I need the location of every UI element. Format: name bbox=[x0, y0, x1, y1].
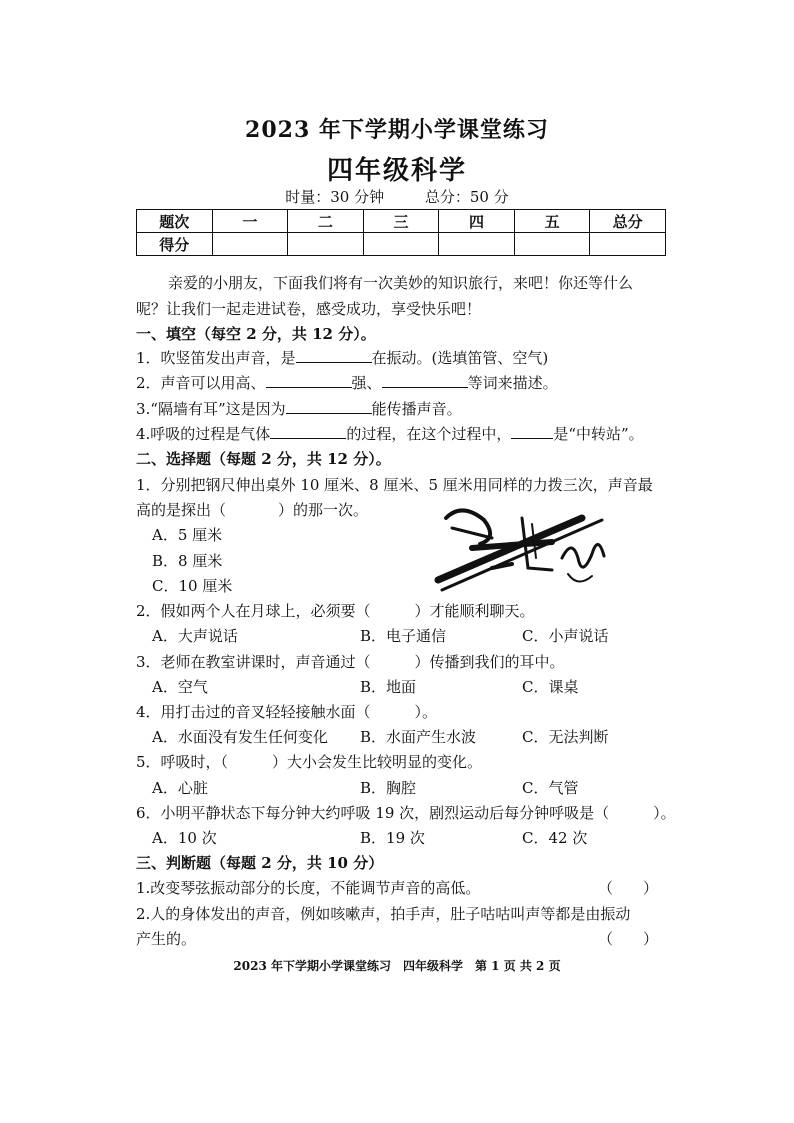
option: C．气管 bbox=[522, 779, 579, 797]
question-text: ）。 bbox=[653, 804, 676, 822]
question-text: 2．声音可以用高、 bbox=[136, 374, 266, 392]
question-text: ）才能顺利聊天。 bbox=[414, 602, 535, 620]
question bbox=[136, 423, 644, 445]
ruler-on-desk-illustration bbox=[432, 498, 612, 594]
question-text: 等词来描述。 bbox=[467, 374, 558, 392]
question-text: 1．吹竖笛发出声音，是 bbox=[136, 349, 296, 367]
score-table-empty-cell bbox=[439, 233, 515, 256]
question bbox=[136, 802, 676, 824]
question bbox=[136, 751, 482, 773]
paren-close: ） bbox=[643, 879, 659, 897]
section-heading: 一、填空（每空 2 分，共 12 分）。 bbox=[136, 325, 376, 343]
exam-total-score: 总分：50 分 bbox=[424, 188, 509, 206]
exam-time: 时量：30 分钟 bbox=[285, 188, 385, 206]
option: A．水面没有发生任何变化 bbox=[152, 728, 328, 746]
score-table-empty-cell bbox=[590, 233, 666, 256]
question-text: 5．呼吸时，（ bbox=[136, 753, 229, 771]
option: C．小声说话 bbox=[522, 627, 609, 645]
option: B．电子通信 bbox=[360, 627, 447, 645]
section-heading: 二、选择题（每题 2 分，共 12 分）。 bbox=[136, 450, 391, 468]
judgement-question: 2.人的身体发出的声音，例如咳嗽声，拍手声，肚子咕咕叫声等都是由振动 bbox=[136, 905, 631, 923]
question-text: 的过程，在这个过程中， bbox=[346, 425, 512, 443]
answer-blank[interactable] bbox=[266, 372, 352, 388]
exam-title: 2023 年下学期小学课堂练习 bbox=[245, 117, 549, 143]
answer-blank[interactable] bbox=[382, 372, 468, 388]
paren-open: （ bbox=[598, 879, 614, 897]
option: B．地面 bbox=[360, 678, 417, 696]
intro-line: 呢？让我们一起走进试卷，感受成功，享受快乐吧！ bbox=[136, 300, 482, 318]
option: C．10 厘米 bbox=[152, 577, 233, 595]
answer-blank[interactable] bbox=[286, 398, 372, 414]
option: B．水面产生水波 bbox=[360, 728, 477, 746]
question bbox=[136, 499, 368, 521]
judgement-question: 1.改变琴弦振动部分的长度，不能调节声音的高低。 bbox=[136, 879, 481, 897]
desk-drawing bbox=[438, 510, 604, 590]
score-table-cell: 得分 bbox=[137, 233, 213, 256]
question-text: 在振动。(选填笛管、空气) bbox=[371, 349, 549, 367]
score-table-empty-cell bbox=[514, 233, 590, 256]
score-table-cell: 四 bbox=[439, 210, 515, 233]
answer-paren[interactable] bbox=[598, 928, 658, 950]
answer-blank[interactable] bbox=[511, 423, 553, 439]
question-text: 3.“隔墙有耳”这是因为 bbox=[136, 400, 286, 418]
answer-blank[interactable] bbox=[296, 347, 372, 363]
question bbox=[136, 651, 565, 673]
option: B．胸腔 bbox=[360, 779, 417, 797]
score-table-empty-cell bbox=[363, 233, 439, 256]
question bbox=[136, 398, 462, 420]
paren-open: （ bbox=[598, 930, 614, 948]
score-table-score-row bbox=[137, 233, 666, 256]
score-table-empty-cell bbox=[288, 233, 364, 256]
question-text: 是“中转站”。 bbox=[553, 425, 644, 443]
answer-paren[interactable] bbox=[598, 877, 658, 899]
option: C．42 次 bbox=[522, 829, 588, 847]
question-text: ）传播到我们的耳中。 bbox=[414, 653, 565, 671]
option: A．5 厘米 bbox=[152, 526, 223, 544]
option: B．8 厘米 bbox=[152, 552, 223, 570]
option: A．大声说话 bbox=[152, 627, 238, 645]
option: C．课桌 bbox=[522, 678, 579, 696]
page-footer: 2023 年下学期小学课堂练习 四年级科学 第 1 页 共 2 页 bbox=[233, 959, 561, 973]
score-table-cell: 二 bbox=[288, 210, 364, 233]
judgement-question: 产生的。 bbox=[136, 930, 197, 948]
question-text: ）。 bbox=[414, 703, 438, 721]
exam-subtitle: 四年级科学 bbox=[326, 156, 467, 186]
question-text: ）的那一次。 bbox=[278, 501, 369, 519]
score-table-empty-cell bbox=[212, 233, 288, 256]
score-table-cell: 题次 bbox=[137, 210, 213, 233]
score-table-cell: 五 bbox=[514, 210, 590, 233]
answer-blank[interactable] bbox=[270, 423, 346, 439]
section-heading: 三、判断题（每题 2 分，共 10 分） bbox=[136, 854, 384, 872]
question-text: 6．小明平静状态下每分钟大约呼吸 19 次，剧烈运动后每分钟呼吸是（ bbox=[136, 804, 610, 822]
option: B．19 次 bbox=[360, 829, 425, 847]
paren-close: ） bbox=[643, 930, 659, 948]
option: A．10 次 bbox=[152, 829, 217, 847]
exam-time-score-line bbox=[0, 186, 794, 207]
question-text: ）大小会发生比较明显的变化。 bbox=[272, 753, 483, 771]
intro-line: 亲爱的小朋友，下面我们将有一次美妙的知识旅行，来吧！你还等什么 bbox=[168, 274, 634, 292]
option: A．心脏 bbox=[152, 779, 208, 797]
question-text: 强、 bbox=[351, 374, 382, 392]
question-text: 1．分别把钢尺伸出桌外 10 厘米、8 厘米、5 厘米用同样的力拨三次，声音最 bbox=[136, 476, 653, 494]
question-text: 3．老师在教室讲课时，声音通过（ bbox=[136, 653, 371, 671]
question-text: 高的是探出（ bbox=[136, 501, 227, 519]
score-table-header-row bbox=[137, 210, 666, 233]
question bbox=[136, 701, 437, 723]
question bbox=[136, 347, 548, 369]
question-text: 能传播声音。 bbox=[371, 400, 462, 418]
score-table bbox=[136, 209, 666, 256]
score-table-cell: 总分 bbox=[590, 210, 666, 233]
question-text: 4．用打击过的音叉轻轻接触水面（ bbox=[136, 703, 371, 721]
question-text: 2．假如两个人在月球上，必须要（ bbox=[136, 602, 371, 620]
score-table-cell: 一 bbox=[212, 210, 288, 233]
score-table-cell: 三 bbox=[363, 210, 439, 233]
question bbox=[136, 372, 558, 394]
question-text: 4.呼吸的过程是气体 bbox=[136, 425, 271, 443]
question bbox=[136, 600, 535, 622]
option: C．无法判断 bbox=[522, 728, 609, 746]
option: A．空气 bbox=[152, 678, 208, 696]
